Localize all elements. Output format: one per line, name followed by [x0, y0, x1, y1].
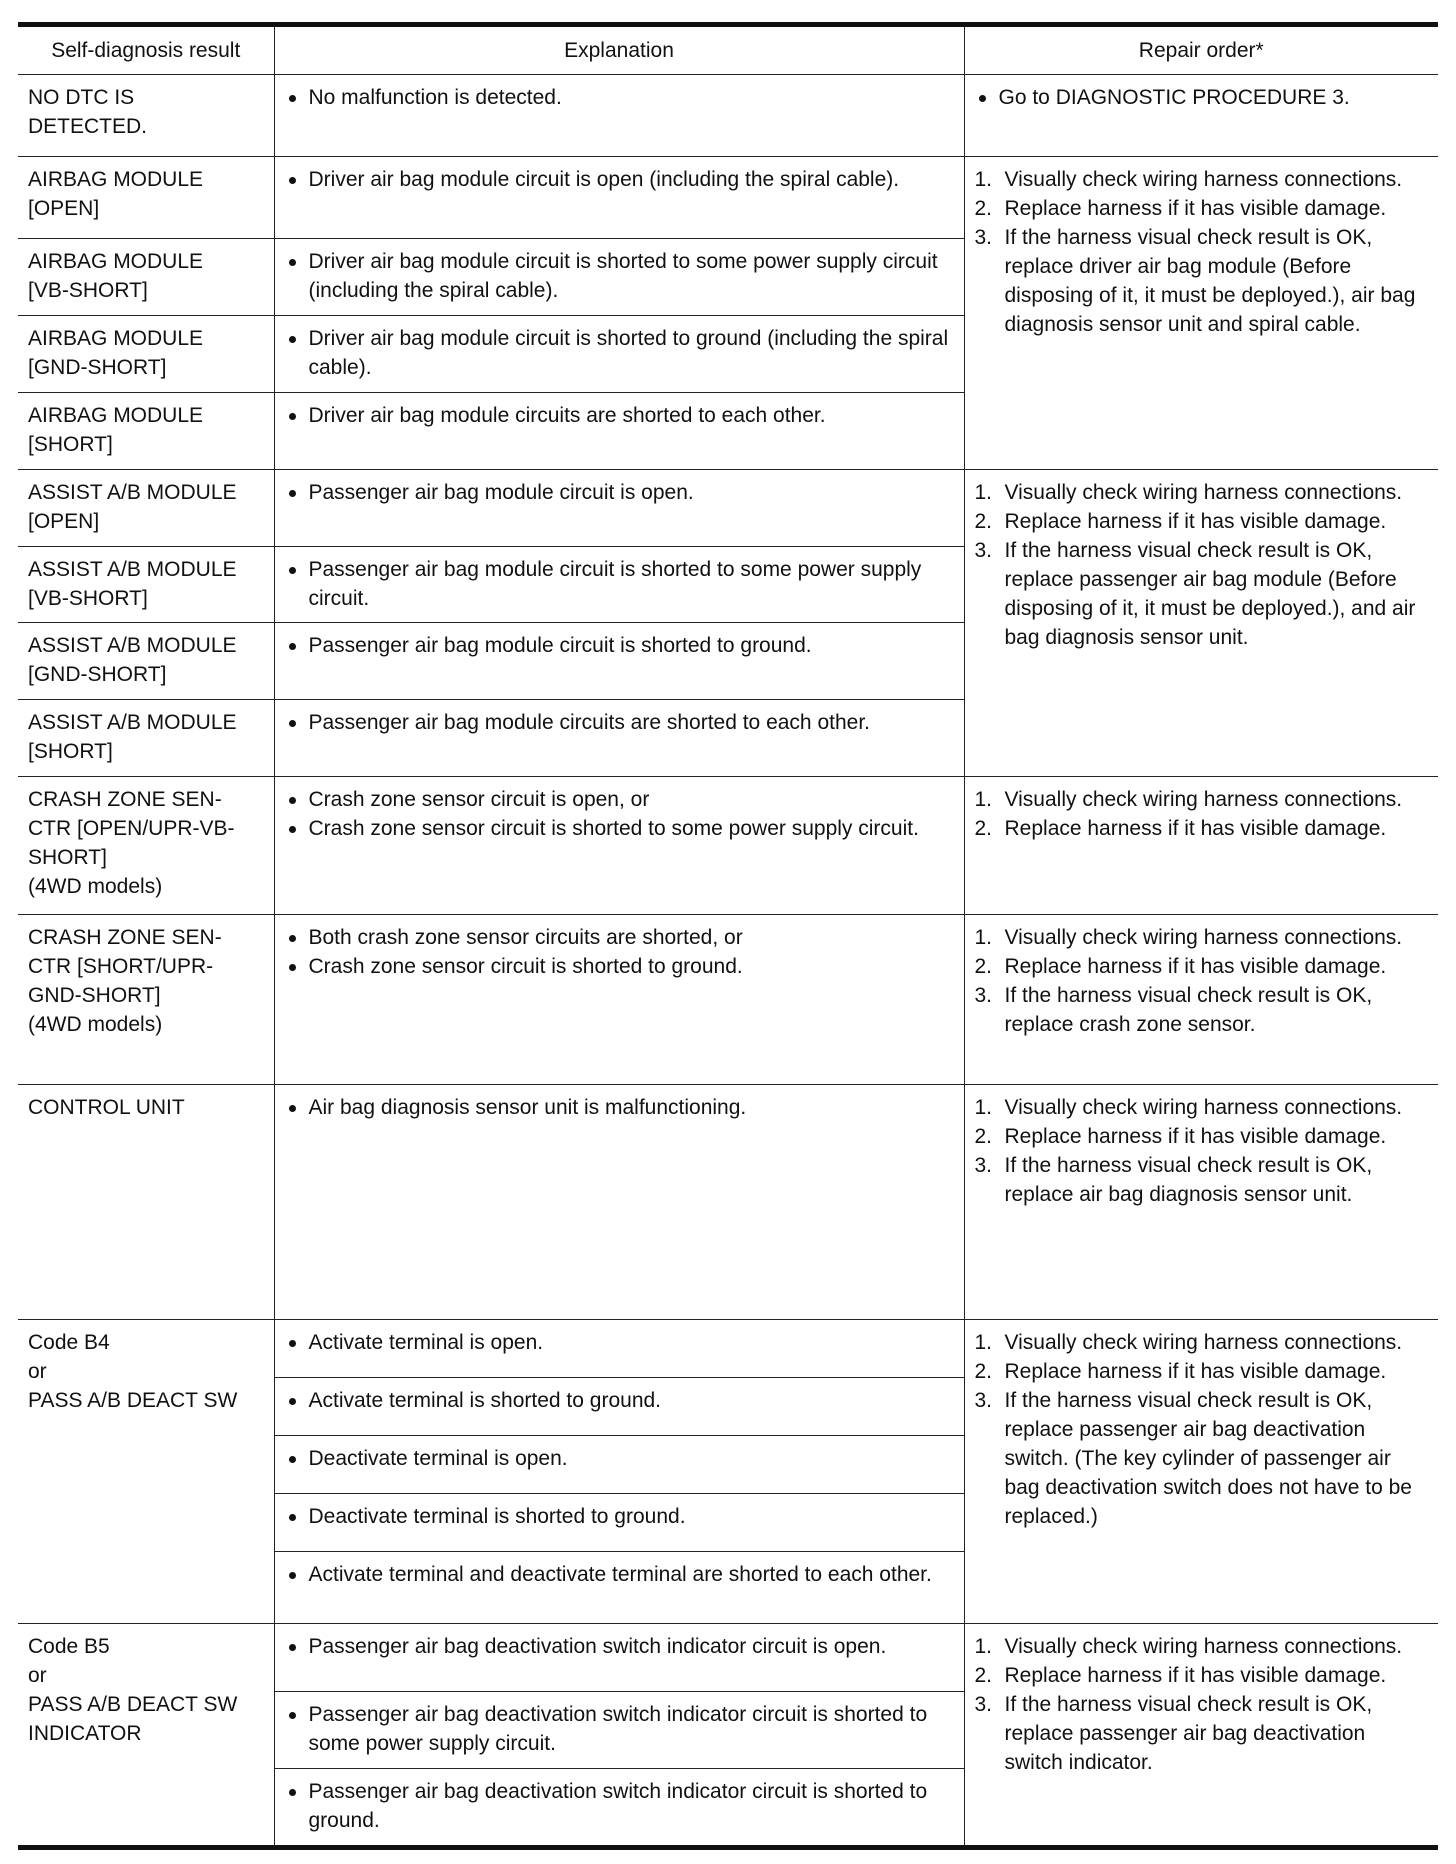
explanation-item: Both crash zone sensor circuits are shorted, or [285, 923, 954, 952]
explanation-cell [274, 1436, 964, 1494]
explanation-cell [274, 392, 964, 469]
explanation-item: Activate terminal and deactivate terminal are shorted to each other. [285, 1560, 954, 1589]
explanation-cell [274, 1378, 964, 1436]
repair-step [975, 1690, 1429, 1777]
table-row [18, 157, 1438, 239]
result-cell [18, 316, 274, 393]
explanation-cell [274, 316, 964, 393]
explanation-item: Crash zone sensor circuit is shorted to ground. [285, 952, 954, 981]
step-text: Replace harness if it has visible damage. [1004, 955, 1387, 979]
result-text: ASSIST A/B MODULE [28, 634, 237, 658]
self-diagnosis-table [18, 22, 1438, 1850]
diagnosis-table-sheet [18, 22, 1438, 1850]
repair-cell [964, 915, 1438, 1085]
explanation-item: Passenger air bag deactivation switch indicator circuit is shorted to some power supply circuit. [285, 1700, 954, 1758]
result-text: [VB-SHORT] [28, 586, 148, 610]
header-repair-order: Repair order* [964, 25, 1438, 75]
repair-step [975, 478, 1429, 507]
result-text: CRASH ZONE SEN- [28, 788, 222, 812]
explanation-cell [274, 1084, 964, 1320]
explanation-item: Passenger air bag module circuit is shorted to ground. [285, 631, 954, 660]
step-text: If the harness visual check result is OK, replace passenger air bag module (Before disposing of it, it must be deployed.), and air bag diagnosis sensor unit. [1004, 538, 1416, 649]
repair-item: Go to DIAGNOSTIC PROCEDURE 3. [975, 83, 1429, 112]
result-text: [VB-SHORT] [28, 279, 148, 303]
step-number: 2. [974, 817, 993, 841]
result-text: PASS A/B DEACT SW [28, 1389, 238, 1413]
explanation-cell [274, 1768, 964, 1847]
result-text: (4WD models) [28, 1013, 163, 1037]
table-row [18, 1084, 1438, 1320]
step-number: 3. [974, 538, 993, 562]
explanation-cell [274, 1320, 964, 1378]
step-number: 3. [974, 984, 993, 1008]
explanation-item: Passenger air bag module circuit is shorted to some power supply circuit. [285, 555, 954, 613]
table-row [18, 915, 1438, 1085]
step-number: 1. [974, 788, 993, 812]
result-cell [18, 700, 274, 777]
explanation-cell [274, 623, 964, 700]
header-explanation: Explanation [274, 25, 964, 75]
explanation-item: Passenger air bag module circuits are shorted to each other. [285, 708, 954, 737]
repair-step [975, 194, 1429, 223]
result-text: ASSIST A/B MODULE [28, 557, 237, 581]
step-number: 2. [974, 1663, 993, 1687]
repair-step [975, 1632, 1429, 1661]
result-text: SHORT] [28, 846, 107, 870]
step-text: If the harness visual check result is OK, replace passenger air bag deactivation switch indicator. [1004, 1692, 1373, 1774]
step-text: Replace harness if it has visible damage. [1004, 509, 1387, 533]
result-text: [GND-SHORT] [28, 663, 167, 687]
result-text: (4WD models) [28, 875, 163, 899]
result-text: GND-SHORT] [28, 984, 161, 1008]
step-text: Visually check wiring harness connections. [1004, 1095, 1403, 1119]
repair-cell [964, 157, 1438, 470]
step-number: 1. [974, 1331, 993, 1355]
step-text: If the harness visual check result is OK, replace air bag diagnosis sensor unit. [1004, 1153, 1373, 1206]
repair-step [975, 981, 1429, 1039]
repair-cell [964, 1084, 1438, 1320]
result-text: or [28, 1360, 47, 1384]
explanation-item: Crash zone sensor circuit is shorted to some power supply circuit. [285, 814, 954, 843]
header-row [18, 25, 1438, 75]
step-number: 1. [974, 926, 993, 950]
result-text: CTR [SHORT/UPR- [28, 955, 214, 979]
result-cell [18, 1320, 274, 1623]
repair-step [975, 1328, 1429, 1357]
repair-step [975, 1122, 1429, 1151]
explanation-cell [274, 915, 964, 1085]
result-text: AIRBAG MODULE [28, 403, 204, 427]
table-row [18, 75, 1438, 157]
header-self-diagnosis-result: Self-diagnosis result [18, 25, 274, 75]
explanation-item: Crash zone sensor circuit is open, or [285, 785, 954, 814]
repair-step [975, 507, 1429, 536]
result-text: NO DTC IS [28, 86, 135, 109]
explanation-item: Passenger air bag module circuit is open. [285, 478, 954, 507]
step-text: Replace harness if it has visible damage. [1004, 817, 1387, 841]
repair-step [975, 1093, 1429, 1122]
explanation-item: Passenger air bag deactivation switch indicator circuit is open. [285, 1632, 954, 1661]
step-text: If the harness visual check result is OK, replace passenger air bag deactivation switch. (The key cylinder of passenger air bag deactivation switch does not have to be replaced.) [1004, 1389, 1412, 1529]
step-number: 3. [974, 1389, 993, 1413]
explanation-cell [274, 469, 964, 546]
explanation-item: Driver air bag module circuit is shorted to ground (including the spiral cable). [285, 324, 954, 382]
step-text: Visually check wiring harness connections. [1004, 1634, 1403, 1658]
result-text: INDICATOR [28, 1721, 142, 1745]
result-text: AIRBAG MODULE [28, 250, 204, 274]
step-text: Visually check wiring harness connections. [1004, 480, 1403, 504]
result-cell [18, 915, 274, 1085]
step-number: 1. [974, 1634, 993, 1658]
result-text: [SHORT] [28, 432, 113, 456]
repair-step [975, 165, 1429, 194]
result-text: CTR [OPEN/UPR-VB- [28, 817, 235, 841]
table-row [18, 1320, 1438, 1378]
explanation-cell [274, 546, 964, 623]
result-text: [GND-SHORT] [28, 356, 167, 380]
explanation-cell [274, 1552, 964, 1624]
repair-cell [964, 1623, 1438, 1847]
explanation-cell [274, 75, 964, 157]
step-text: Replace harness if it has visible damage. [1004, 1124, 1387, 1148]
repair-step [975, 785, 1429, 814]
result-cell [18, 777, 274, 915]
repair-step [975, 536, 1429, 652]
explanation-item: Driver air bag module circuits are shorted to each other. [285, 401, 954, 430]
explanation-item: Activate terminal is shorted to ground. [285, 1386, 954, 1415]
explanation-item: Deactivate terminal is shorted to ground. [285, 1502, 954, 1531]
result-cell [18, 1084, 274, 1320]
repair-cell [964, 1320, 1438, 1623]
repair-step [975, 1357, 1429, 1386]
result-text: CONTROL UNIT [28, 1095, 185, 1119]
step-number: 1. [974, 1095, 993, 1119]
explanation-item: Driver air bag module circuit is shorted to some power supply circuit (including the spiral cable). [285, 247, 954, 305]
step-number: 3. [974, 1153, 993, 1177]
repair-step [975, 223, 1429, 339]
step-text: If the harness visual check result is OK, replace crash zone sensor. [1004, 984, 1373, 1037]
explanation-cell [274, 1692, 964, 1769]
result-cell [18, 392, 274, 469]
result-text: or [28, 1663, 47, 1687]
explanation-cell [274, 239, 964, 316]
step-number: 2. [974, 955, 993, 979]
explanation-item: Deactivate terminal is open. [285, 1444, 954, 1473]
repair-step [975, 1386, 1429, 1531]
result-text: PASS A/B DEACT SW [28, 1692, 238, 1716]
result-text: [OPEN] [28, 197, 100, 221]
result-cell [18, 239, 274, 316]
repair-cell [964, 75, 1438, 157]
step-number: 2. [974, 197, 993, 221]
step-number: 1. [974, 168, 993, 192]
step-number: 3. [974, 226, 993, 250]
repair-step [975, 1151, 1429, 1209]
explanation-cell [274, 700, 964, 777]
explanation-cell [274, 1494, 964, 1552]
result-text: [OPEN] [28, 509, 100, 533]
step-text: Replace harness if it has visible damage. [1004, 197, 1387, 221]
explanation-item: Passenger air bag deactivation switch indicator circuit is shorted to ground. [285, 1777, 954, 1835]
result-cell [18, 157, 274, 239]
step-text: Visually check wiring harness connections. [1004, 168, 1403, 192]
explanation-item: Activate terminal is open. [285, 1328, 954, 1357]
result-cell [18, 1623, 274, 1847]
repair-step [975, 814, 1429, 843]
step-text: Visually check wiring harness connections. [1004, 788, 1403, 812]
result-text: [SHORT] [28, 740, 113, 764]
result-text: Code B5 [28, 1634, 110, 1658]
table-row [18, 777, 1438, 915]
explanation-cell [274, 1623, 964, 1691]
result-text: AIRBAG MODULE [28, 168, 204, 192]
step-number: 2. [974, 1360, 993, 1384]
step-text: Visually check wiring harness connections. [1004, 1331, 1403, 1355]
step-text: Replace harness if it has visible damage. [1004, 1663, 1387, 1687]
repair-cell [964, 777, 1438, 915]
repair-cell [964, 469, 1438, 776]
result-text: Code B4 [28, 1331, 110, 1355]
step-text: If the harness visual check result is OK, replace driver air bag module (Before disposing of it, it must be deployed.), air bag diagnosis sensor unit and spiral cable. [1004, 226, 1416, 337]
result-text: DETECTED. [28, 115, 148, 138]
step-text: Replace harness if it has visible damage. [1004, 1360, 1387, 1384]
repair-step [975, 1661, 1429, 1690]
explanation-item: No malfunction is detected. [285, 83, 954, 112]
explanation-item: Driver air bag module circuit is open (including the spiral cable). [285, 165, 954, 194]
step-number: 2. [974, 509, 993, 533]
table-row [18, 1623, 1438, 1691]
result-cell [18, 75, 274, 157]
step-number: 1. [974, 480, 993, 504]
result-text: ASSIST A/B MODULE [28, 480, 237, 504]
step-number: 2. [974, 1124, 993, 1148]
result-text: CRASH ZONE SEN- [28, 926, 222, 950]
result-text: AIRBAG MODULE [28, 327, 204, 351]
repair-step [975, 952, 1429, 981]
result-cell [18, 469, 274, 546]
step-text: Visually check wiring harness connections. [1004, 926, 1403, 950]
repair-step [975, 923, 1429, 952]
step-number: 3. [974, 1692, 993, 1716]
explanation-cell [274, 157, 964, 239]
result-cell [18, 546, 274, 623]
explanation-cell [274, 777, 964, 915]
table-row [18, 469, 1438, 546]
result-text: ASSIST A/B MODULE [28, 711, 237, 735]
result-cell [18, 623, 274, 700]
explanation-item: Air bag diagnosis sensor unit is malfunctioning. [285, 1093, 954, 1122]
